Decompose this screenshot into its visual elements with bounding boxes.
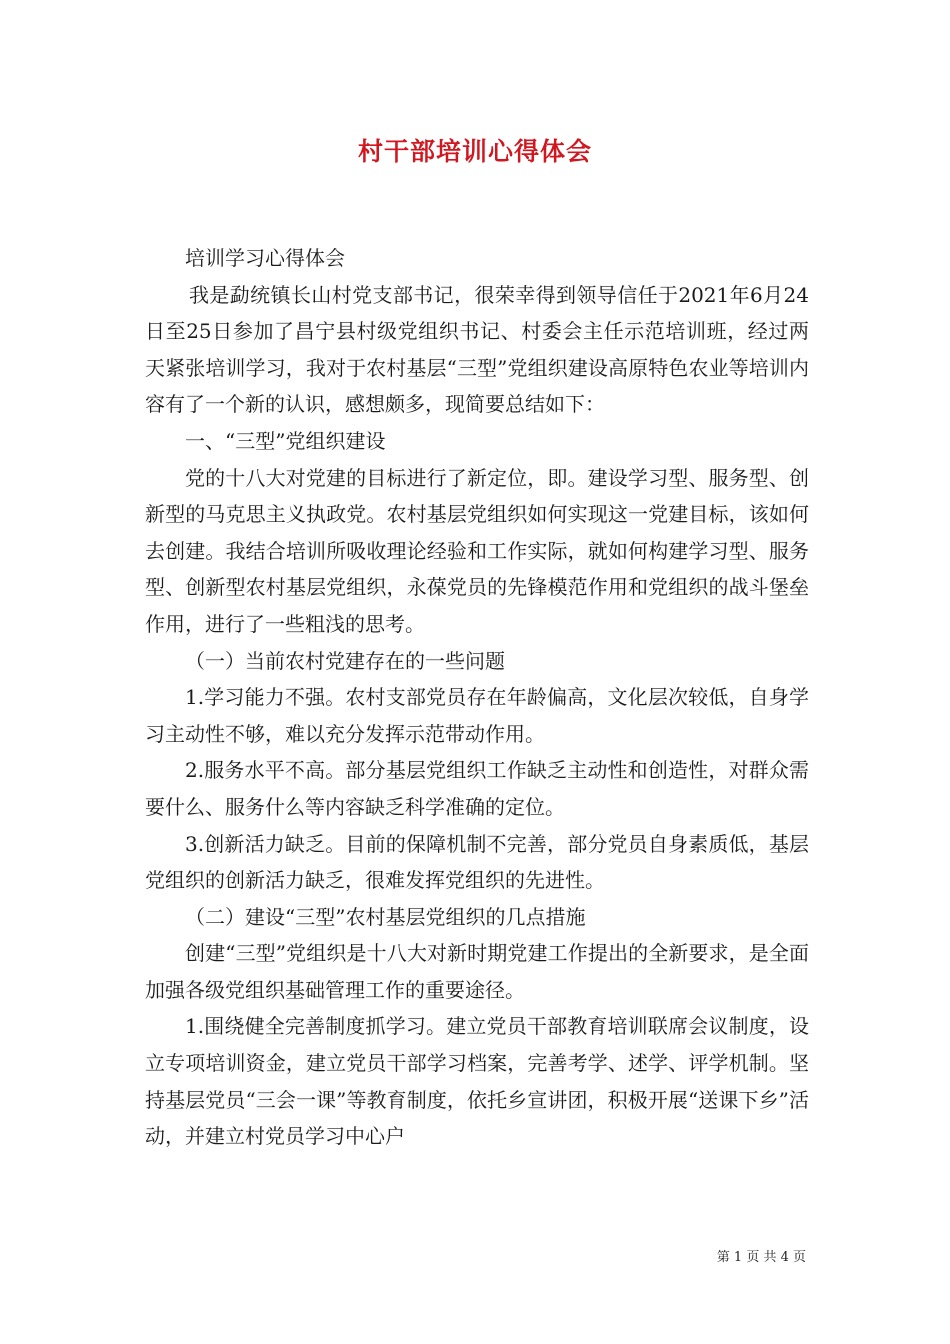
paragraph: 1.围绕健全完善制度抓学习。建立党员干部教育培训联席会议制度，设立专项培训资金，建立党员干部学习档案，完善考学、述学、评学机制。坚持基层党员“三会一课”等教育制度，依托乡宣讲团，积极开展“送课下乡”活动，并建立村党员学习中心户 xyxy=(145,1014,809,1149)
paragraph: 1.学习能力不强。农村支部党员存在年龄偏高，文化层次较低，自身学习主动性不够，难以充分发挥示范带动作用。 xyxy=(145,685,809,746)
document-title: 村干部培训心得体会 xyxy=(357,137,592,166)
paragraph: 创建“三型”党组织是十八大对新时期党建工作提出的全新要求，是全面加强各级党组织基础管理工作的重要途径。 xyxy=(145,941,809,1002)
paragraph: 党的十八大对党建的目标进行了新定位，即。建设学习型、服务型、创新型的马克思主义执政党。农村基层党组织如何实现这一党建目标，该如何去创建。我结合培训所吸收理论经验和工作实际，就如何构建学习型、服务型、创新型农村基层党组织，永葆党员的先锋模范作用和党组织的战斗堡垒作用，进行了一些粗浅的思考。 xyxy=(145,465,809,636)
paragraph: 3.创新活力缺乏。目前的保障机制不完善，部分党员自身素质低，基层党组织的创新活力缺乏，很难发挥党组织的先进性。 xyxy=(145,831,809,893)
subsection-heading: （二）建设“三型”农村基层党组织的几点措施 xyxy=(185,904,586,929)
paragraph-intro: 我是勐统镇长山村党支部书记，很荣幸得到领导信任于2021年6月24日至25日参加了昌宁县村级党组织书记、村委会主任示范培训班，经过两天紧张培训学习，我对于农村基层“三型”党组织建设高原特色农业等培训内容有了一个新的认识，感想颇多，现简要总结如下： xyxy=(145,282,809,417)
page-number: 第 1 页 共 4 页 xyxy=(716,1250,806,1265)
subsection-heading: （一）当前农村党建存在的一些问题 xyxy=(185,648,505,673)
section-heading: 一、“三型”党组织建设 xyxy=(185,428,386,453)
paragraph-heading: 培训学习心得体会 xyxy=(185,246,345,270)
document-body xyxy=(145,240,809,1155)
paragraph: 2.服务水平不高。部分基层党组织工作缺乏主动性和创造性，对群众需要什么、服务什么等内容缺乏科学准确的定位。 xyxy=(145,758,809,819)
